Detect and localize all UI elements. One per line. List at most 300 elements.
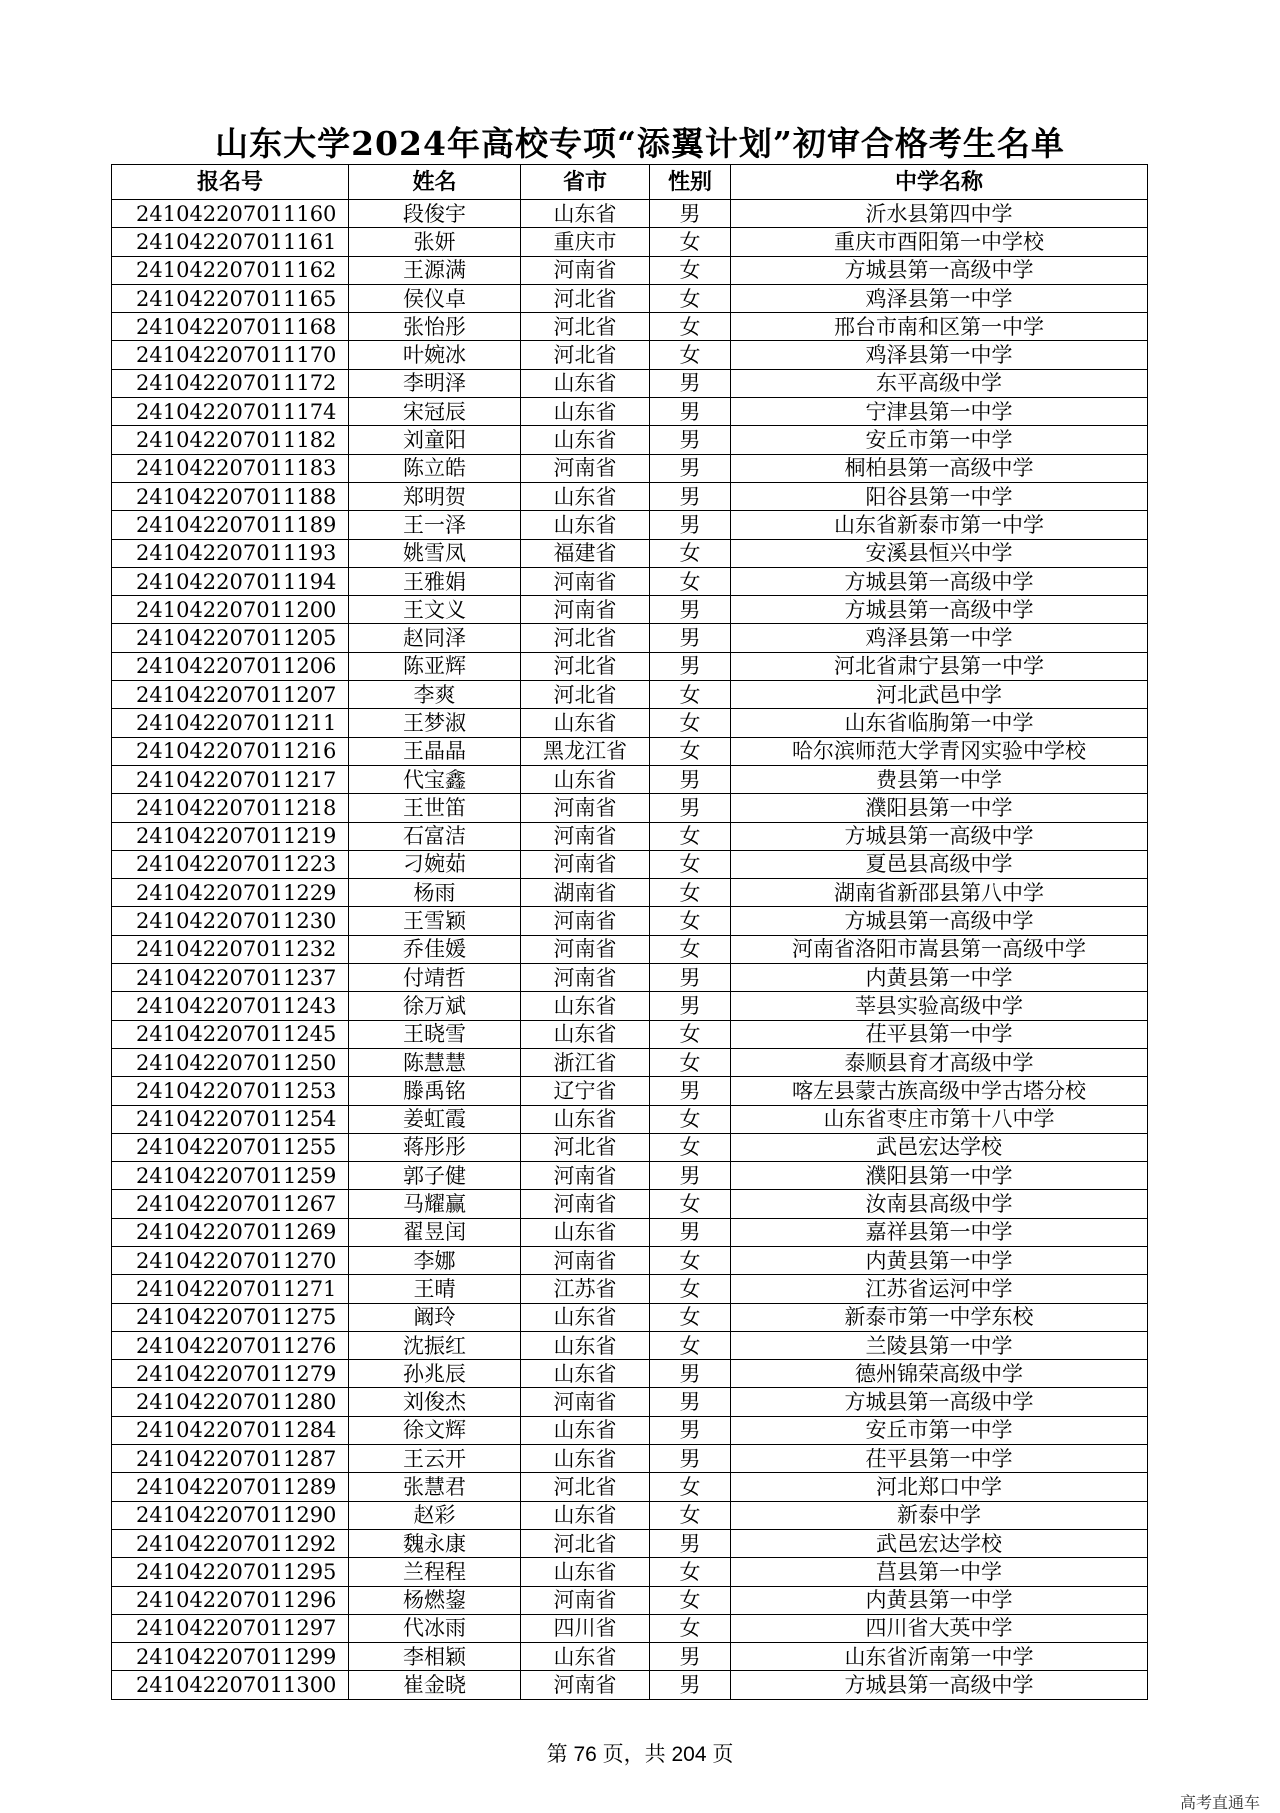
- table-row: [112, 482, 1148, 510]
- table-row: [112, 1162, 1148, 1190]
- name-cell: 杨雨: [349, 879, 521, 907]
- school-cell: 河北省肃宁县第一中学: [731, 652, 1148, 680]
- name-cell: 赵同泽: [349, 624, 521, 652]
- table-row: [112, 935, 1148, 963]
- gender-cell: 男: [650, 1671, 731, 1699]
- table-row: [112, 1218, 1148, 1246]
- gender-cell: 男: [650, 398, 731, 426]
- table-row: [112, 964, 1148, 992]
- name-cell: 沈振红: [349, 1331, 521, 1359]
- page-number: 第 76 页，共 204 页: [546, 1743, 734, 1766]
- table-row: [112, 794, 1148, 822]
- table-row: [112, 1529, 1148, 1557]
- gender-cell: 女: [650, 907, 731, 935]
- registration-number-cell: 241042207011189: [112, 511, 349, 539]
- province-cell: 山东省: [521, 1445, 650, 1473]
- column-header-province: 省市: [521, 165, 650, 200]
- name-cell: 赵彩: [349, 1501, 521, 1529]
- province-cell: 山东省: [521, 1331, 650, 1359]
- name-cell: 李娜: [349, 1246, 521, 1274]
- name-cell: 王雅娟: [349, 567, 521, 595]
- school-cell: 方城县第一高级中学: [731, 822, 1148, 850]
- table-row: [112, 1501, 1148, 1529]
- name-cell: 滕禹铭: [349, 1077, 521, 1105]
- school-cell: 汝南县高级中学: [731, 1190, 1148, 1218]
- school-cell: 茌平县第一中学: [731, 1020, 1148, 1048]
- table-body: [112, 200, 1148, 1700]
- table-row: [112, 992, 1148, 1020]
- province-cell: 山东省: [521, 200, 650, 228]
- registration-number-cell: 241042207011188: [112, 482, 349, 510]
- province-cell: 河南省: [521, 256, 650, 284]
- province-cell: 河南省: [521, 850, 650, 878]
- table-row: [112, 1360, 1148, 1388]
- gender-cell: 女: [650, 284, 731, 312]
- table-row: [112, 228, 1148, 256]
- school-cell: 桐柏县第一高级中学: [731, 454, 1148, 482]
- name-cell: 叶婉冰: [349, 341, 521, 369]
- province-cell: 河北省: [521, 1133, 650, 1161]
- name-cell: 李相颖: [349, 1643, 521, 1671]
- province-cell: 浙江省: [521, 1048, 650, 1076]
- name-cell: 郭子健: [349, 1162, 521, 1190]
- school-cell: 方城县第一高级中学: [731, 1671, 1148, 1699]
- name-cell: 姜虹霞: [349, 1105, 521, 1133]
- table-row: [112, 341, 1148, 369]
- school-cell: 濮阳县第一中学: [731, 794, 1148, 822]
- registration-number-cell: 241042207011245: [112, 1020, 349, 1048]
- table-row: [112, 879, 1148, 907]
- table-row: [112, 1303, 1148, 1331]
- school-cell: 内黄县第一中学: [731, 1246, 1148, 1274]
- school-cell: 四川省大英中学: [731, 1614, 1148, 1642]
- school-cell: 东平高级中学: [731, 369, 1148, 397]
- registration-number-cell: 241042207011172: [112, 369, 349, 397]
- school-cell: 哈尔滨师范大学青冈实验中学校: [731, 737, 1148, 765]
- gender-cell: 女: [650, 1105, 731, 1133]
- province-cell: 山东省: [521, 1020, 650, 1048]
- registration-number-cell: 241042207011223: [112, 850, 349, 878]
- province-cell: 河南省: [521, 1671, 650, 1699]
- name-cell: 翟昱闰: [349, 1218, 521, 1246]
- gender-cell: 女: [650, 822, 731, 850]
- name-cell: 陈慧慧: [349, 1048, 521, 1076]
- gender-cell: 男: [650, 992, 731, 1020]
- gender-cell: 女: [650, 1614, 731, 1642]
- table-row: [112, 1614, 1148, 1642]
- registration-number-cell: 241042207011271: [112, 1275, 349, 1303]
- gender-cell: 男: [650, 1416, 731, 1444]
- school-cell: 茌平县第一中学: [731, 1445, 1148, 1473]
- province-cell: 河南省: [521, 1388, 650, 1416]
- table-row: [112, 596, 1148, 624]
- school-cell: 莒县第一中学: [731, 1558, 1148, 1586]
- school-cell: 武邑宏达学校: [731, 1133, 1148, 1161]
- gender-cell: 男: [650, 765, 731, 793]
- school-cell: 兰陵县第一中学: [731, 1331, 1148, 1359]
- name-cell: 郑明贺: [349, 482, 521, 510]
- gender-cell: 女: [650, 737, 731, 765]
- column-header-gender: 性别: [650, 165, 731, 200]
- name-cell: 代冰雨: [349, 1614, 521, 1642]
- registration-number-cell: 241042207011170: [112, 341, 349, 369]
- name-cell: 阚玲: [349, 1303, 521, 1331]
- registration-number-cell: 241042207011229: [112, 879, 349, 907]
- school-cell: 方城县第一高级中学: [731, 1388, 1148, 1416]
- school-cell: 嘉祥县第一中学: [731, 1218, 1148, 1246]
- registration-number-cell: 241042207011292: [112, 1529, 349, 1557]
- gender-cell: 男: [650, 964, 731, 992]
- registration-number-cell: 241042207011207: [112, 681, 349, 709]
- table-row: [112, 1246, 1148, 1274]
- gender-cell: 女: [650, 1133, 731, 1161]
- registration-number-cell: 241042207011296: [112, 1586, 349, 1614]
- column-header-school: 中学名称: [731, 165, 1148, 200]
- school-cell: 宁津县第一中学: [731, 398, 1148, 426]
- gender-cell: 女: [650, 1020, 731, 1048]
- school-cell: 河南省洛阳市嵩县第一高级中学: [731, 935, 1148, 963]
- school-cell: 莘县实验高级中学: [731, 992, 1148, 1020]
- province-cell: 河南省: [521, 1190, 650, 1218]
- gender-cell: 男: [650, 454, 731, 482]
- table-row: [112, 850, 1148, 878]
- table-row: [112, 1275, 1148, 1303]
- name-cell: 崔金晓: [349, 1671, 521, 1699]
- registration-number-cell: 241042207011254: [112, 1105, 349, 1133]
- table-row: [112, 1671, 1148, 1699]
- registration-number-cell: 241042207011270: [112, 1246, 349, 1274]
- registration-number-cell: 241042207011269: [112, 1218, 349, 1246]
- table-row: [112, 1190, 1148, 1218]
- school-cell: 安丘市第一中学: [731, 426, 1148, 454]
- table-row: [112, 1416, 1148, 1444]
- registration-number-cell: 241042207011232: [112, 935, 349, 963]
- table-row: [112, 200, 1148, 228]
- school-cell: 德州锦荣高级中学: [731, 1360, 1148, 1388]
- province-cell: 山东省: [521, 1105, 650, 1133]
- gender-cell: 男: [650, 200, 731, 228]
- school-cell: 山东省新泰市第一中学: [731, 511, 1148, 539]
- province-cell: 河南省: [521, 1246, 650, 1274]
- gender-cell: 男: [650, 1643, 731, 1671]
- gender-cell: 男: [650, 369, 731, 397]
- school-cell: 河北武邑中学: [731, 681, 1148, 709]
- registration-number-cell: 241042207011300: [112, 1671, 349, 1699]
- province-cell: 山东省: [521, 1360, 650, 1388]
- province-cell: 山东省: [521, 992, 650, 1020]
- province-cell: 山东省: [521, 369, 650, 397]
- name-cell: 王晶晶: [349, 737, 521, 765]
- gender-cell: 男: [650, 652, 731, 680]
- table-row: [112, 426, 1148, 454]
- name-cell: 王晴: [349, 1275, 521, 1303]
- province-cell: 河北省: [521, 681, 650, 709]
- province-cell: 四川省: [521, 1614, 650, 1642]
- gender-cell: 女: [650, 879, 731, 907]
- province-cell: 河南省: [521, 907, 650, 935]
- table-row: [112, 398, 1148, 426]
- school-cell: 山东省枣庄市第十八中学: [731, 1105, 1148, 1133]
- province-cell: 河南省: [521, 964, 650, 992]
- table-row: [112, 737, 1148, 765]
- province-cell: 河北省: [521, 341, 650, 369]
- school-cell: 江苏省运河中学: [731, 1275, 1148, 1303]
- province-cell: 河南省: [521, 1586, 650, 1614]
- school-cell: 山东省沂南第一中学: [731, 1643, 1148, 1671]
- registration-number-cell: 241042207011284: [112, 1416, 349, 1444]
- registration-number-cell: 241042207011289: [112, 1473, 349, 1501]
- registration-number-cell: 241042207011162: [112, 256, 349, 284]
- province-cell: 山东省: [521, 1416, 650, 1444]
- table-row: [112, 369, 1148, 397]
- name-cell: 马耀赢: [349, 1190, 521, 1218]
- province-cell: 福建省: [521, 539, 650, 567]
- table-row: [112, 652, 1148, 680]
- province-cell: 山东省: [521, 709, 650, 737]
- name-cell: 宋冠辰: [349, 398, 521, 426]
- table-row: [112, 1020, 1148, 1048]
- gender-cell: 女: [650, 1331, 731, 1359]
- table-row: [112, 1077, 1148, 1105]
- registration-number-cell: 241042207011219: [112, 822, 349, 850]
- registration-number-cell: 241042207011297: [112, 1614, 349, 1642]
- gender-cell: 女: [650, 313, 731, 341]
- school-cell: 方城县第一高级中学: [731, 596, 1148, 624]
- registration-number-cell: 241042207011206: [112, 652, 349, 680]
- gender-cell: 女: [650, 1246, 731, 1274]
- registration-number-cell: 241042207011216: [112, 737, 349, 765]
- name-cell: 王雪颖: [349, 907, 521, 935]
- gender-cell: 女: [650, 1558, 731, 1586]
- table-row: [112, 822, 1148, 850]
- registration-number-cell: 241042207011211: [112, 709, 349, 737]
- province-cell: 河南省: [521, 935, 650, 963]
- province-cell: 山东省: [521, 1558, 650, 1586]
- gender-cell: 男: [650, 624, 731, 652]
- table-row: [112, 454, 1148, 482]
- table-row: [112, 1388, 1148, 1416]
- gender-cell: 女: [650, 1473, 731, 1501]
- gender-cell: 女: [650, 1303, 731, 1331]
- name-cell: 侯仪卓: [349, 284, 521, 312]
- registration-number-cell: 241042207011237: [112, 964, 349, 992]
- name-cell: 王梦淑: [349, 709, 521, 737]
- name-cell: 孙兆辰: [349, 1360, 521, 1388]
- table-row: [112, 1558, 1148, 1586]
- name-cell: 徐文辉: [349, 1416, 521, 1444]
- column-header-name: 姓名: [349, 165, 521, 200]
- name-cell: 陈立皓: [349, 454, 521, 482]
- name-cell: 王世笛: [349, 794, 521, 822]
- province-cell: 山东省: [521, 1643, 650, 1671]
- province-cell: 河南省: [521, 596, 650, 624]
- school-cell: 沂水县第四中学: [731, 200, 1148, 228]
- school-cell: 方城县第一高级中学: [731, 256, 1148, 284]
- province-cell: 河南省: [521, 1162, 650, 1190]
- registration-number-cell: 241042207011183: [112, 454, 349, 482]
- gender-cell: 男: [650, 1445, 731, 1473]
- registration-number-cell: 241042207011259: [112, 1162, 349, 1190]
- registration-number-cell: 241042207011279: [112, 1360, 349, 1388]
- name-cell: 张怡彤: [349, 313, 521, 341]
- school-cell: 夏邑县高级中学: [731, 850, 1148, 878]
- province-cell: 辽宁省: [521, 1077, 650, 1105]
- province-cell: 山东省: [521, 1501, 650, 1529]
- gender-cell: 女: [650, 567, 731, 595]
- table-row: [112, 1586, 1148, 1614]
- name-cell: 王云开: [349, 1445, 521, 1473]
- province-cell: 河北省: [521, 1473, 650, 1501]
- table-row: [112, 1105, 1148, 1133]
- table-row: [112, 1048, 1148, 1076]
- province-cell: 河南省: [521, 454, 650, 482]
- gender-cell: 女: [650, 256, 731, 284]
- school-cell: 河北郑口中学: [731, 1473, 1148, 1501]
- gender-cell: 男: [650, 482, 731, 510]
- school-cell: 安溪县恒兴中学: [731, 539, 1148, 567]
- province-cell: 山东省: [521, 1218, 650, 1246]
- gender-cell: 男: [650, 1360, 731, 1388]
- province-cell: 湖南省: [521, 879, 650, 907]
- name-cell: 王一泽: [349, 511, 521, 539]
- table-row: [112, 681, 1148, 709]
- name-cell: 姚雪凤: [349, 539, 521, 567]
- province-cell: 河北省: [521, 313, 650, 341]
- gender-cell: 男: [650, 794, 731, 822]
- gender-cell: 女: [650, 341, 731, 369]
- registration-number-cell: 241042207011250: [112, 1048, 349, 1076]
- province-cell: 山东省: [521, 511, 650, 539]
- name-cell: 乔佳媛: [349, 935, 521, 963]
- school-cell: 鸡泽县第一中学: [731, 284, 1148, 312]
- gender-cell: 女: [650, 228, 731, 256]
- gender-cell: 女: [650, 681, 731, 709]
- gender-cell: 男: [650, 596, 731, 624]
- table-row: [112, 1473, 1148, 1501]
- name-cell: 蒋彤彤: [349, 1133, 521, 1161]
- name-cell: 陈亚辉: [349, 652, 521, 680]
- name-cell: 李爽: [349, 681, 521, 709]
- registration-number-cell: 241042207011295: [112, 1558, 349, 1586]
- school-cell: 内黄县第一中学: [731, 964, 1148, 992]
- table-row: [112, 907, 1148, 935]
- registration-number-cell: 241042207011299: [112, 1643, 349, 1671]
- school-cell: 费县第一中学: [731, 765, 1148, 793]
- registration-number-cell: 241042207011193: [112, 539, 349, 567]
- name-cell: 杨燃鋆: [349, 1586, 521, 1614]
- name-cell: 代宝鑫: [349, 765, 521, 793]
- school-cell: 新泰中学: [731, 1501, 1148, 1529]
- gender-cell: 男: [650, 426, 731, 454]
- province-cell: 江苏省: [521, 1275, 650, 1303]
- school-cell: 泰顺县育才高级中学: [731, 1048, 1148, 1076]
- name-cell: 魏永康: [349, 1529, 521, 1557]
- table-row: [112, 539, 1148, 567]
- gender-cell: 女: [650, 1501, 731, 1529]
- table-row: [112, 1331, 1148, 1359]
- gender-cell: 男: [650, 511, 731, 539]
- gender-cell: 女: [650, 1190, 731, 1218]
- registration-number-cell: 241042207011253: [112, 1077, 349, 1105]
- table-row: [112, 624, 1148, 652]
- gender-cell: 男: [650, 1077, 731, 1105]
- registration-number-cell: 241042207011174: [112, 398, 349, 426]
- name-cell: 张妍: [349, 228, 521, 256]
- table-row: [112, 313, 1148, 341]
- school-cell: 鸡泽县第一中学: [731, 624, 1148, 652]
- name-cell: 兰程程: [349, 1558, 521, 1586]
- registration-number-cell: 241042207011267: [112, 1190, 349, 1218]
- name-cell: 王源满: [349, 256, 521, 284]
- registration-number-cell: 241042207011255: [112, 1133, 349, 1161]
- gender-cell: 男: [650, 1162, 731, 1190]
- province-cell: 河南省: [521, 822, 650, 850]
- table-row: [112, 567, 1148, 595]
- registration-number-cell: 241042207011205: [112, 624, 349, 652]
- registration-number-cell: 241042207011276: [112, 1331, 349, 1359]
- table-row: [112, 1133, 1148, 1161]
- registration-number-cell: 241042207011218: [112, 794, 349, 822]
- province-cell: 河北省: [521, 624, 650, 652]
- watermark: 高考直通车: [1179, 1793, 1260, 1812]
- column-header-registration-number: 报名号: [112, 165, 349, 200]
- name-cell: 付靖哲: [349, 964, 521, 992]
- name-cell: 刘俊杰: [349, 1388, 521, 1416]
- gender-cell: 女: [650, 1048, 731, 1076]
- province-cell: 河北省: [521, 284, 650, 312]
- school-cell: 濮阳县第一中学: [731, 1162, 1148, 1190]
- name-cell: 石富洁: [349, 822, 521, 850]
- school-cell: 湖南省新邵县第八中学: [731, 879, 1148, 907]
- name-cell: 徐万斌: [349, 992, 521, 1020]
- gender-cell: 男: [650, 1388, 731, 1416]
- province-cell: 山东省: [521, 765, 650, 793]
- registration-number-cell: 241042207011280: [112, 1388, 349, 1416]
- province-cell: 重庆市: [521, 228, 650, 256]
- table-row: [112, 511, 1148, 539]
- table-header-row: [112, 165, 1148, 200]
- gender-cell: 女: [650, 850, 731, 878]
- school-cell: 武邑宏达学校: [731, 1529, 1148, 1557]
- name-cell: 刘童阳: [349, 426, 521, 454]
- registration-number-cell: 241042207011230: [112, 907, 349, 935]
- school-cell: 新泰市第一中学东校: [731, 1303, 1148, 1331]
- province-cell: 河北省: [521, 652, 650, 680]
- school-cell: 方城县第一高级中学: [731, 567, 1148, 595]
- table-row: [112, 709, 1148, 737]
- page-title: 山东大学2024年高校专项“添翼计划”初审合格考生名单: [215, 124, 1065, 163]
- table-row: [112, 1445, 1148, 1473]
- gender-cell: 男: [650, 1218, 731, 1246]
- name-cell: 王晓雪: [349, 1020, 521, 1048]
- province-cell: 山东省: [521, 482, 650, 510]
- school-cell: 内黄县第一中学: [731, 1586, 1148, 1614]
- registration-number-cell: 241042207011200: [112, 596, 349, 624]
- school-cell: 阳谷县第一中学: [731, 482, 1148, 510]
- name-cell: 刁婉茹: [349, 850, 521, 878]
- registration-number-cell: 241042207011217: [112, 765, 349, 793]
- school-cell: 重庆市酉阳第一中学校: [731, 228, 1148, 256]
- school-cell: 山东省临朐第一中学: [731, 709, 1148, 737]
- registration-number-cell: 241042207011243: [112, 992, 349, 1020]
- registration-number-cell: 241042207011161: [112, 228, 349, 256]
- school-cell: 方城县第一高级中学: [731, 907, 1148, 935]
- school-cell: 邢台市南和区第一中学: [731, 313, 1148, 341]
- province-cell: 山东省: [521, 398, 650, 426]
- name-cell: 王文义: [349, 596, 521, 624]
- province-cell: 河南省: [521, 567, 650, 595]
- table-row: [112, 1643, 1148, 1671]
